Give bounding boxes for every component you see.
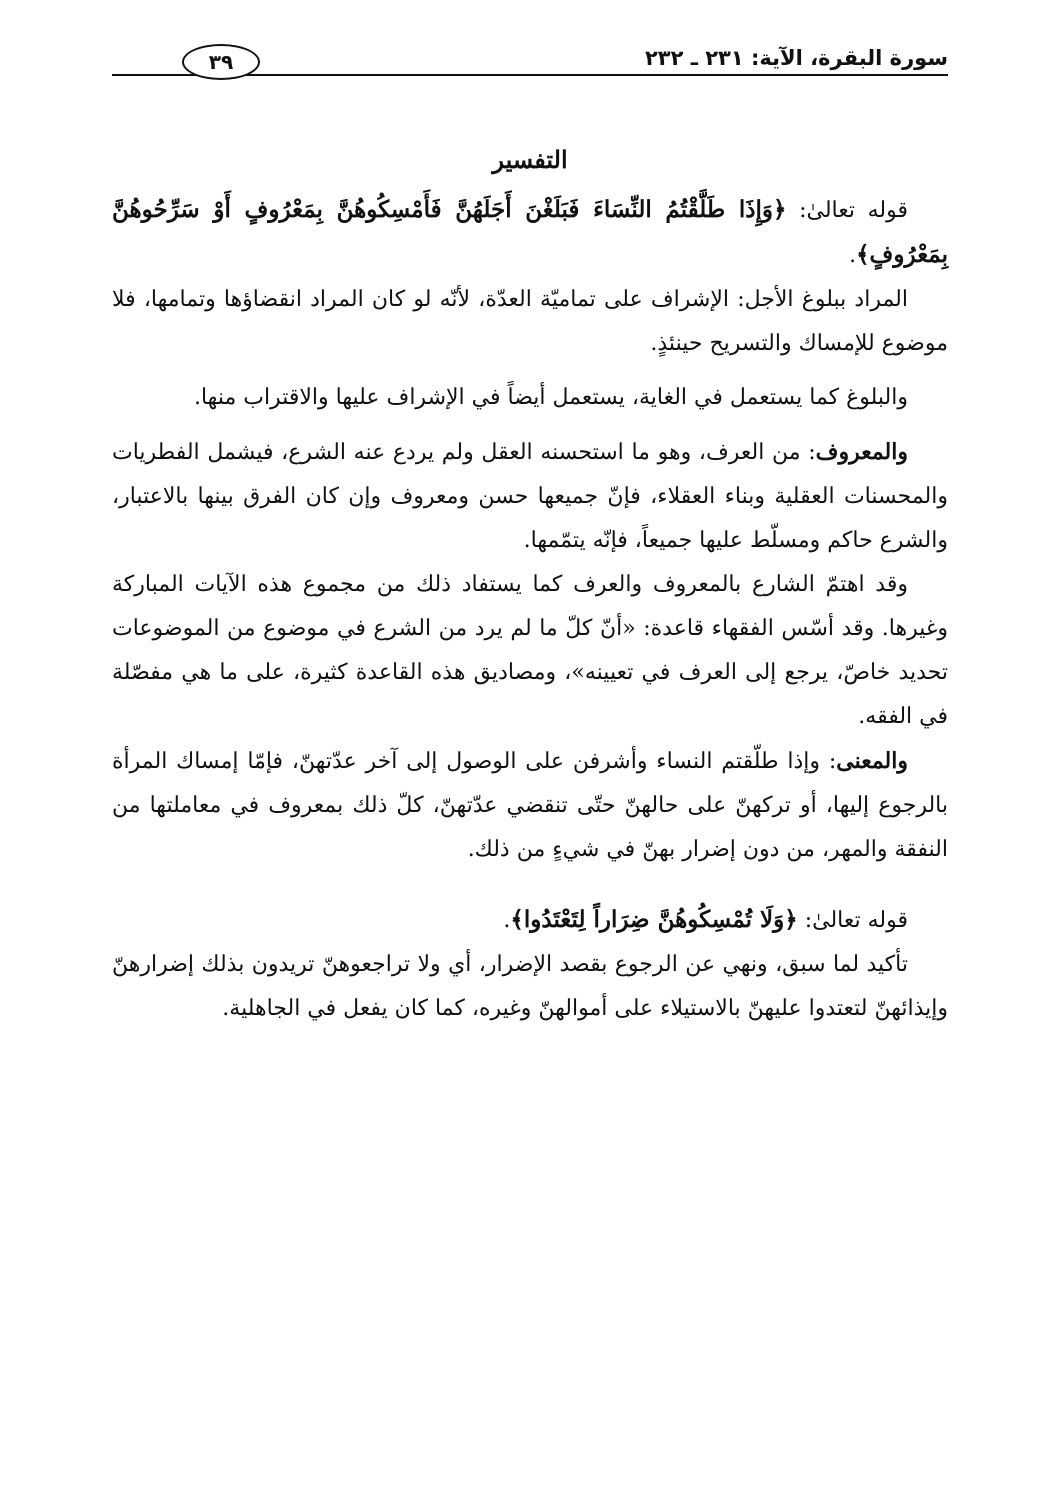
term-maruf: والمعروف	[815, 439, 908, 465]
verse-intro-2: قوله تعالىٰ:	[797, 908, 908, 933]
verse-end-2: .	[503, 908, 511, 933]
paragraph-qaida: وقد اهتمّ الشارع بالمعروف والعرف كما يستفاد ذلك من مجموع هذه الآيات المباركة وغيرها. وقد أسّس الفقهاء قاعدة: «أنّ كلّ ما لم يرد من الشرع في موضوع من الموضوعات تحديد خاصّ، يرجع إلى العرف في تعيينه»، ومصاديق هذه القاعدة كثيرة، على ما هي مفصّلة في الفقه.	[112, 572, 948, 729]
verse-end: .	[849, 243, 857, 268]
paragraph-tawkid: تأكيد لما سبق، ونهي عن الرجوع بقصد الإضرار، أي ولا تراجعوهنّ تريدون بذلك إضرارهنّ وإيذائهنّ لتعتدوا عليهنّ بالاستيلاء على أموالهنّ وغيره، كما كان يفعل في الجاهلية.	[112, 952, 948, 1021]
maruf-text: : من العرف، وهو ما استحسنه العقل ولم يردع عنه الشرع، فيشمل الفطريات والمحسنات العقلية وبناء العقلاء، فإنّ جميعها حسن ومعروف وإن كان الفرق بينها بالاعتبار، والشرع حاكم ومسلّط عليها جميعاً، فإنّه يتمّمها.	[112, 440, 948, 553]
paragraph-mana	[112, 739, 948, 872]
verse-intro: قوله تعالىٰ:	[786, 198, 908, 223]
page-number: ٣٩	[182, 44, 260, 80]
page-header	[112, 40, 948, 86]
quran-verse: ﴿وَإِذَا طَلَّقْتُمُ النِّسَاءَ فَبَلَغْنَ أَجَلَهُنَّ فَأَمْسِكُوهُنَّ بِمَعْرُوفٍ أَوْ سَرِّحُوهُنَّ بِمَعْرُوفٍ﴾	[112, 196, 948, 268]
paragraph-bulugh: المراد ببلوغ الأجل: الإشراف على تماميّة العدّة، لأنّه لو كان المراد انقضاؤها وتمامها، فلا موضوع للإمساك والتسريح حينئذٍ.	[112, 287, 948, 356]
quran-verse-2: ﴿وَلَا تُمْسِكُوهُنَّ ضِرَاراً لِتَعْتَدُوا﴾	[510, 906, 798, 933]
verse-paragraph-1	[112, 188, 948, 278]
header-title: سورة البقرة، الآية: ٢٣١ ـ ٢٣٢	[644, 46, 948, 70]
page-body	[112, 138, 948, 1031]
paragraph-maruf	[112, 430, 948, 563]
term-mana: والمعنى	[836, 748, 908, 774]
section-title: التفسير	[492, 145, 568, 174]
mana-text: : وإذا طلّقتم النساء وأشرفن على الوصول إلى آخر عدّتهنّ، فإمّا إمساك المرأة بالرجوع إليها، أو تركهنّ على حالهنّ حتّى تنقضي عدّتهنّ، كلّ ذلك بمعروف في معاملتها من النفقة والمهر، من دون إضرار بهنّ في شيءٍ من ذلك.	[112, 749, 948, 862]
paragraph-bulugh-2: والبلوغ كما يستعمل في الغاية، يستعمل أيضاً في الإشراف عليها والاقتراب منها.	[193, 385, 908, 410]
verse-paragraph-2	[112, 898, 948, 943]
